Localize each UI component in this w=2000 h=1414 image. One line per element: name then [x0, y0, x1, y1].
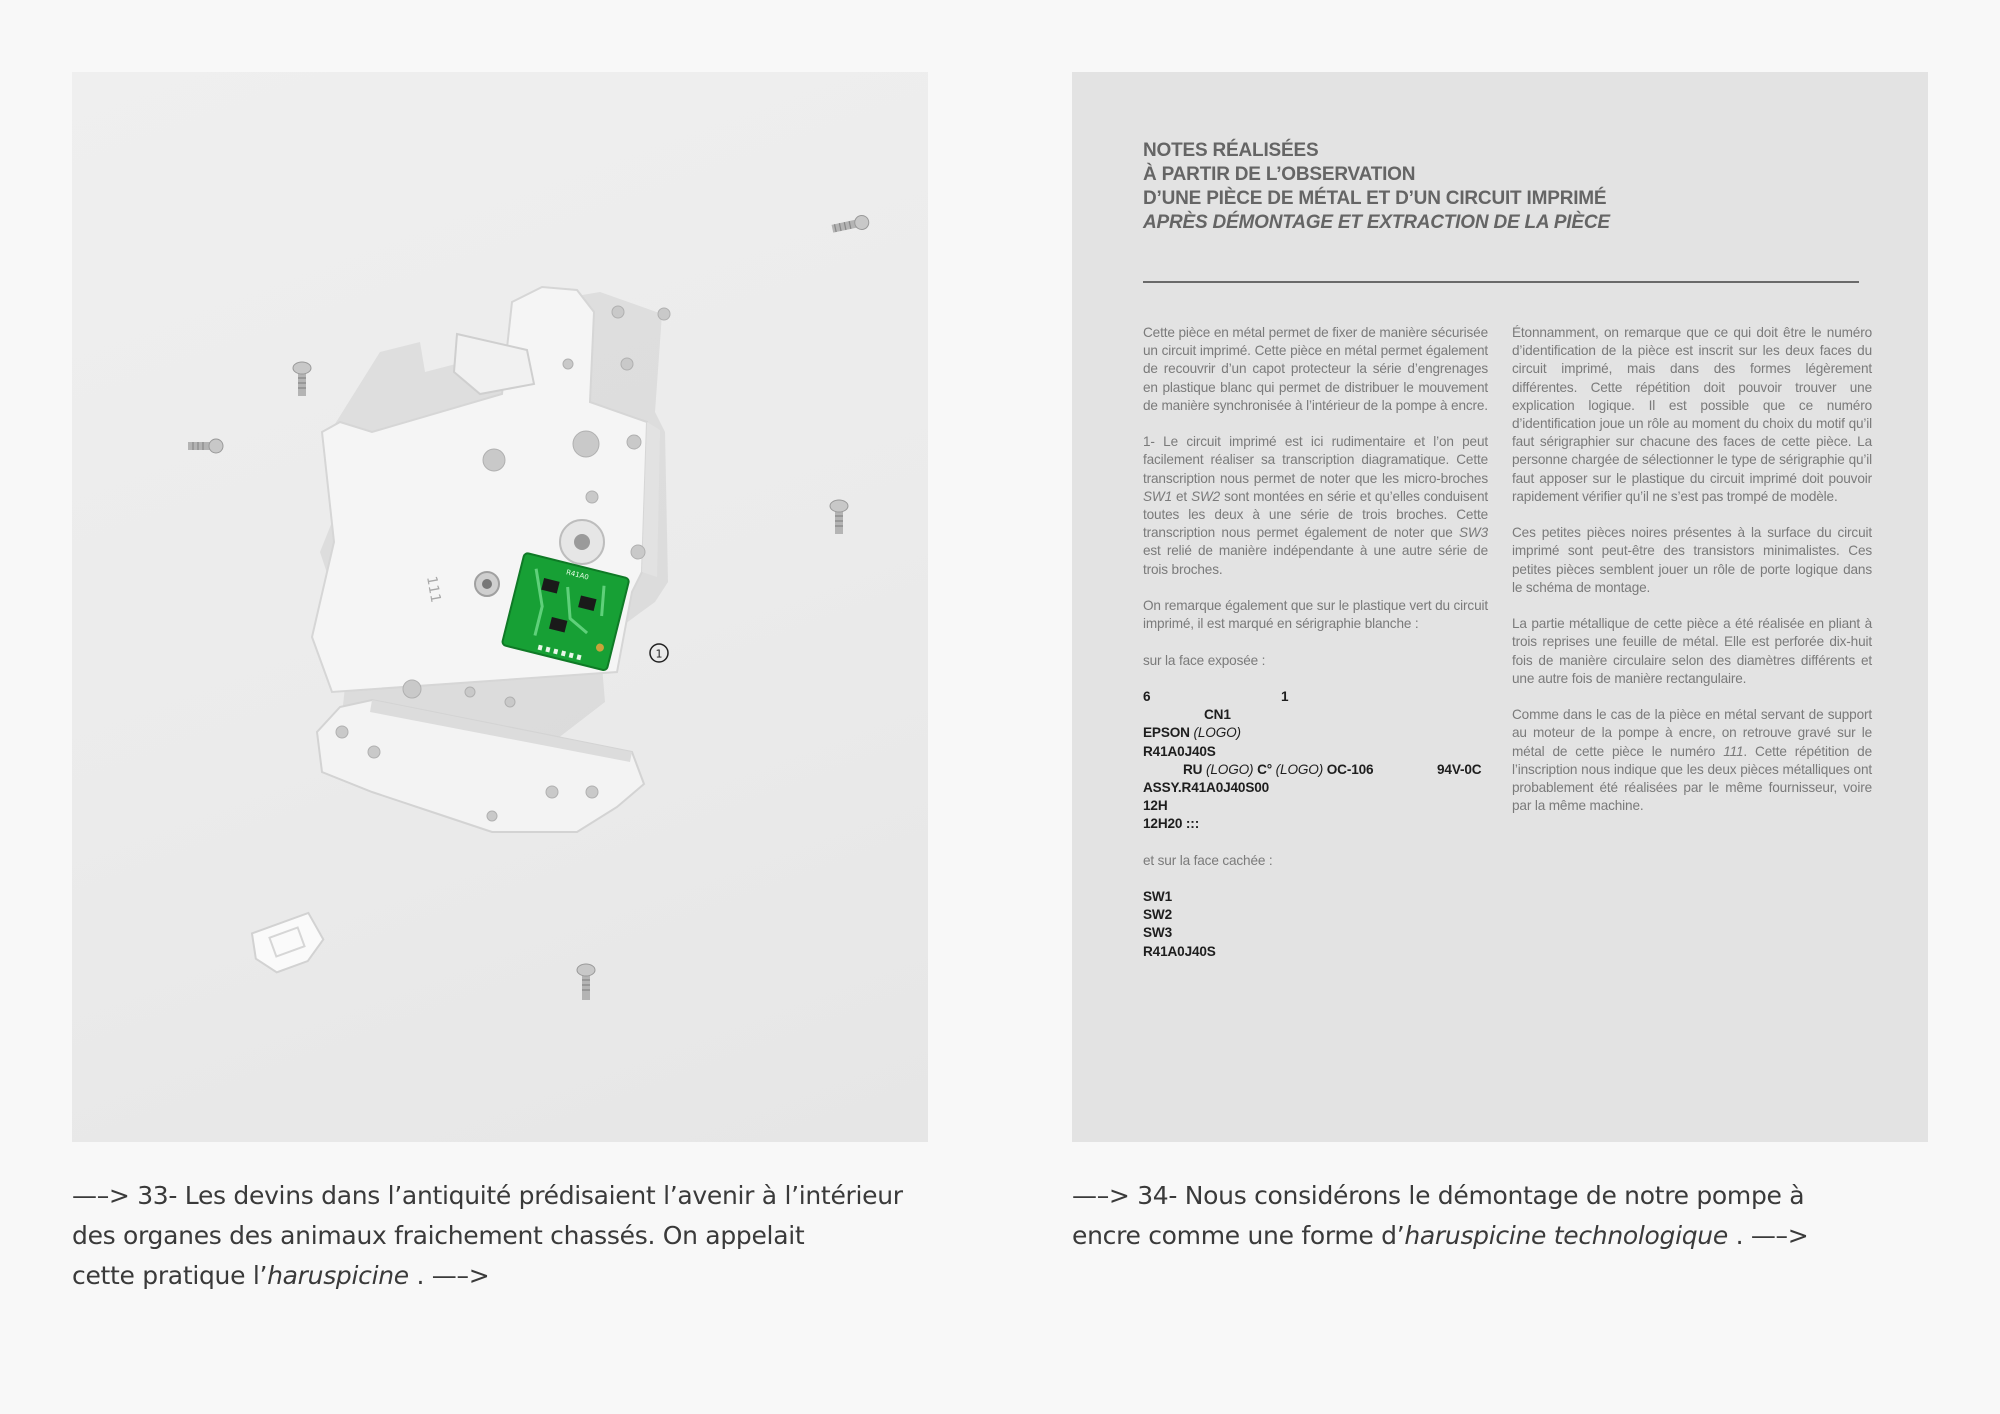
notes-title: NOTES RÉALISÉES À PARTIR DE L’OBSERVATION D’UNE PIÈCE DE MÉTAL ET D’UN CIRCUIT IMPRIMÉ APRÈS DÉMONTAGE ET EXTRACTION DE LA PIÈCE	[1143, 140, 1610, 233]
caption-33: —–> 33- Les devins dans l’antiquité prédisaient l’avenir à l’intérieur des organes des animaux fraichement chassés. On appelait cette pratique l’haruspicine . —–>	[72, 1181, 903, 1290]
paragraph: sur la face exposée :	[1143, 652, 1266, 668]
title-divider	[1143, 281, 1859, 283]
paragraph: 1- Le circuit imprimé est ici rudimentaire et l’on peut facilement réaliser sa transcription diagramatique. Cette transcription nous permet de noter que les micro-broches SW1 et SW2 sont montées en série et qu’elles conduisent toutes les deux à une série de trois broches. Cette transcription nous permet également de noter que SW3 est relié de manière indépendante à une autre série de trois broches.	[1143, 434, 1488, 577]
notes-column-left	[1143, 324, 1488, 979]
marker-number: 1	[655, 647, 663, 661]
paragraph: et sur la face cachée :	[1143, 852, 1273, 868]
exposed-face-transcription: 6 1 CN1 EPSON (LOGO) R41A0J40S RU (LOGO) C° (LOGO) OC-106 94V-0C ASSY.R41A0J40S00 12H 12H20 :::	[1143, 689, 1482, 832]
screw	[293, 362, 311, 396]
caption-34: —–> 34- Nous considérons le démontage de notre pompe à encre comme une forme d’haruspicine technologique . —–>	[1072, 1181, 1809, 1250]
notes-column-right	[1512, 324, 1872, 834]
paragraph: On remarque également que sur le plastique vert du circuit imprimé, il est marqué en sérigraphie blanche :	[1143, 598, 1488, 632]
paragraph: Comme dans le cas de la pièce en métal servant de support au moteur de la pompe à encre, on retrouve gravé sur le métal de cette pièce le numéro 111. Cette répétition de l’inscription nous indique que les deux pièces métalliques ont probablement été réalisées par le même fournisseur, voire par la même machine.	[1512, 707, 1873, 814]
engraved-number: 111	[423, 574, 444, 605]
paragraph: Cette pièce en métal permet de fixer de manière sécurisée un circuit imprimé. Cette pièce en métal permet également de recouvrir d’un capot protecteur la série d’engrenages en plastique blanc qui permet de distribuer le mouvement de manière synchronisée à l’intérieur de la pompe à encre.	[1143, 325, 1488, 413]
paragraph: La partie métallique de cette pièce a été réalisée en pliant à trois reprises une feuille de métal. Elle est perforée dix-huit fois de manière circulaire selon des diamètres différents et une autre fois de manière rectangulaire.	[1512, 616, 1872, 686]
screw	[831, 214, 870, 235]
screw	[188, 439, 223, 453]
screw	[577, 964, 595, 1000]
hidden-face-transcription: SW1 SW2 SW3 R41A0J40S	[1143, 889, 1216, 959]
plastic-clip	[247, 911, 328, 977]
marker-circle	[650, 644, 668, 662]
paragraph: Ces petites pièces noires présentes à la surface du circuit imprimé sont peut-être des transistors minimalistes. Ces petites pièces semblent jouer un rôle de porte logique dans le schéma de montage.	[1512, 525, 1872, 595]
notes-panel	[1072, 72, 1928, 1142]
screw	[830, 500, 848, 534]
paragraph: Étonnamment, on remarque que ce qui doit être le numéro d’identification de la pièce est inscrit sur les deux faces du circuit imprimé, mais dans des formes légèrement différentes. Cette répétition doit pouvoir trouver une explication logique. Il est possible que ce numéro d’identification joue un rôle au moment du choix du motif qu’il faut sérigraphier sur chacune des faces de cette pièce. La personne chargée de sélectionner le type de sérigraphie qu’il faut apposer sur le plastique du circuit imprimé doit pouvoir rapidement vérifier qu’il ne s’est pas trompé de modèle.	[1512, 325, 1872, 504]
photo-panel	[72, 72, 928, 1142]
metal-part-photo	[72, 72, 928, 1142]
pcb-label: R41A0	[565, 568, 590, 582]
